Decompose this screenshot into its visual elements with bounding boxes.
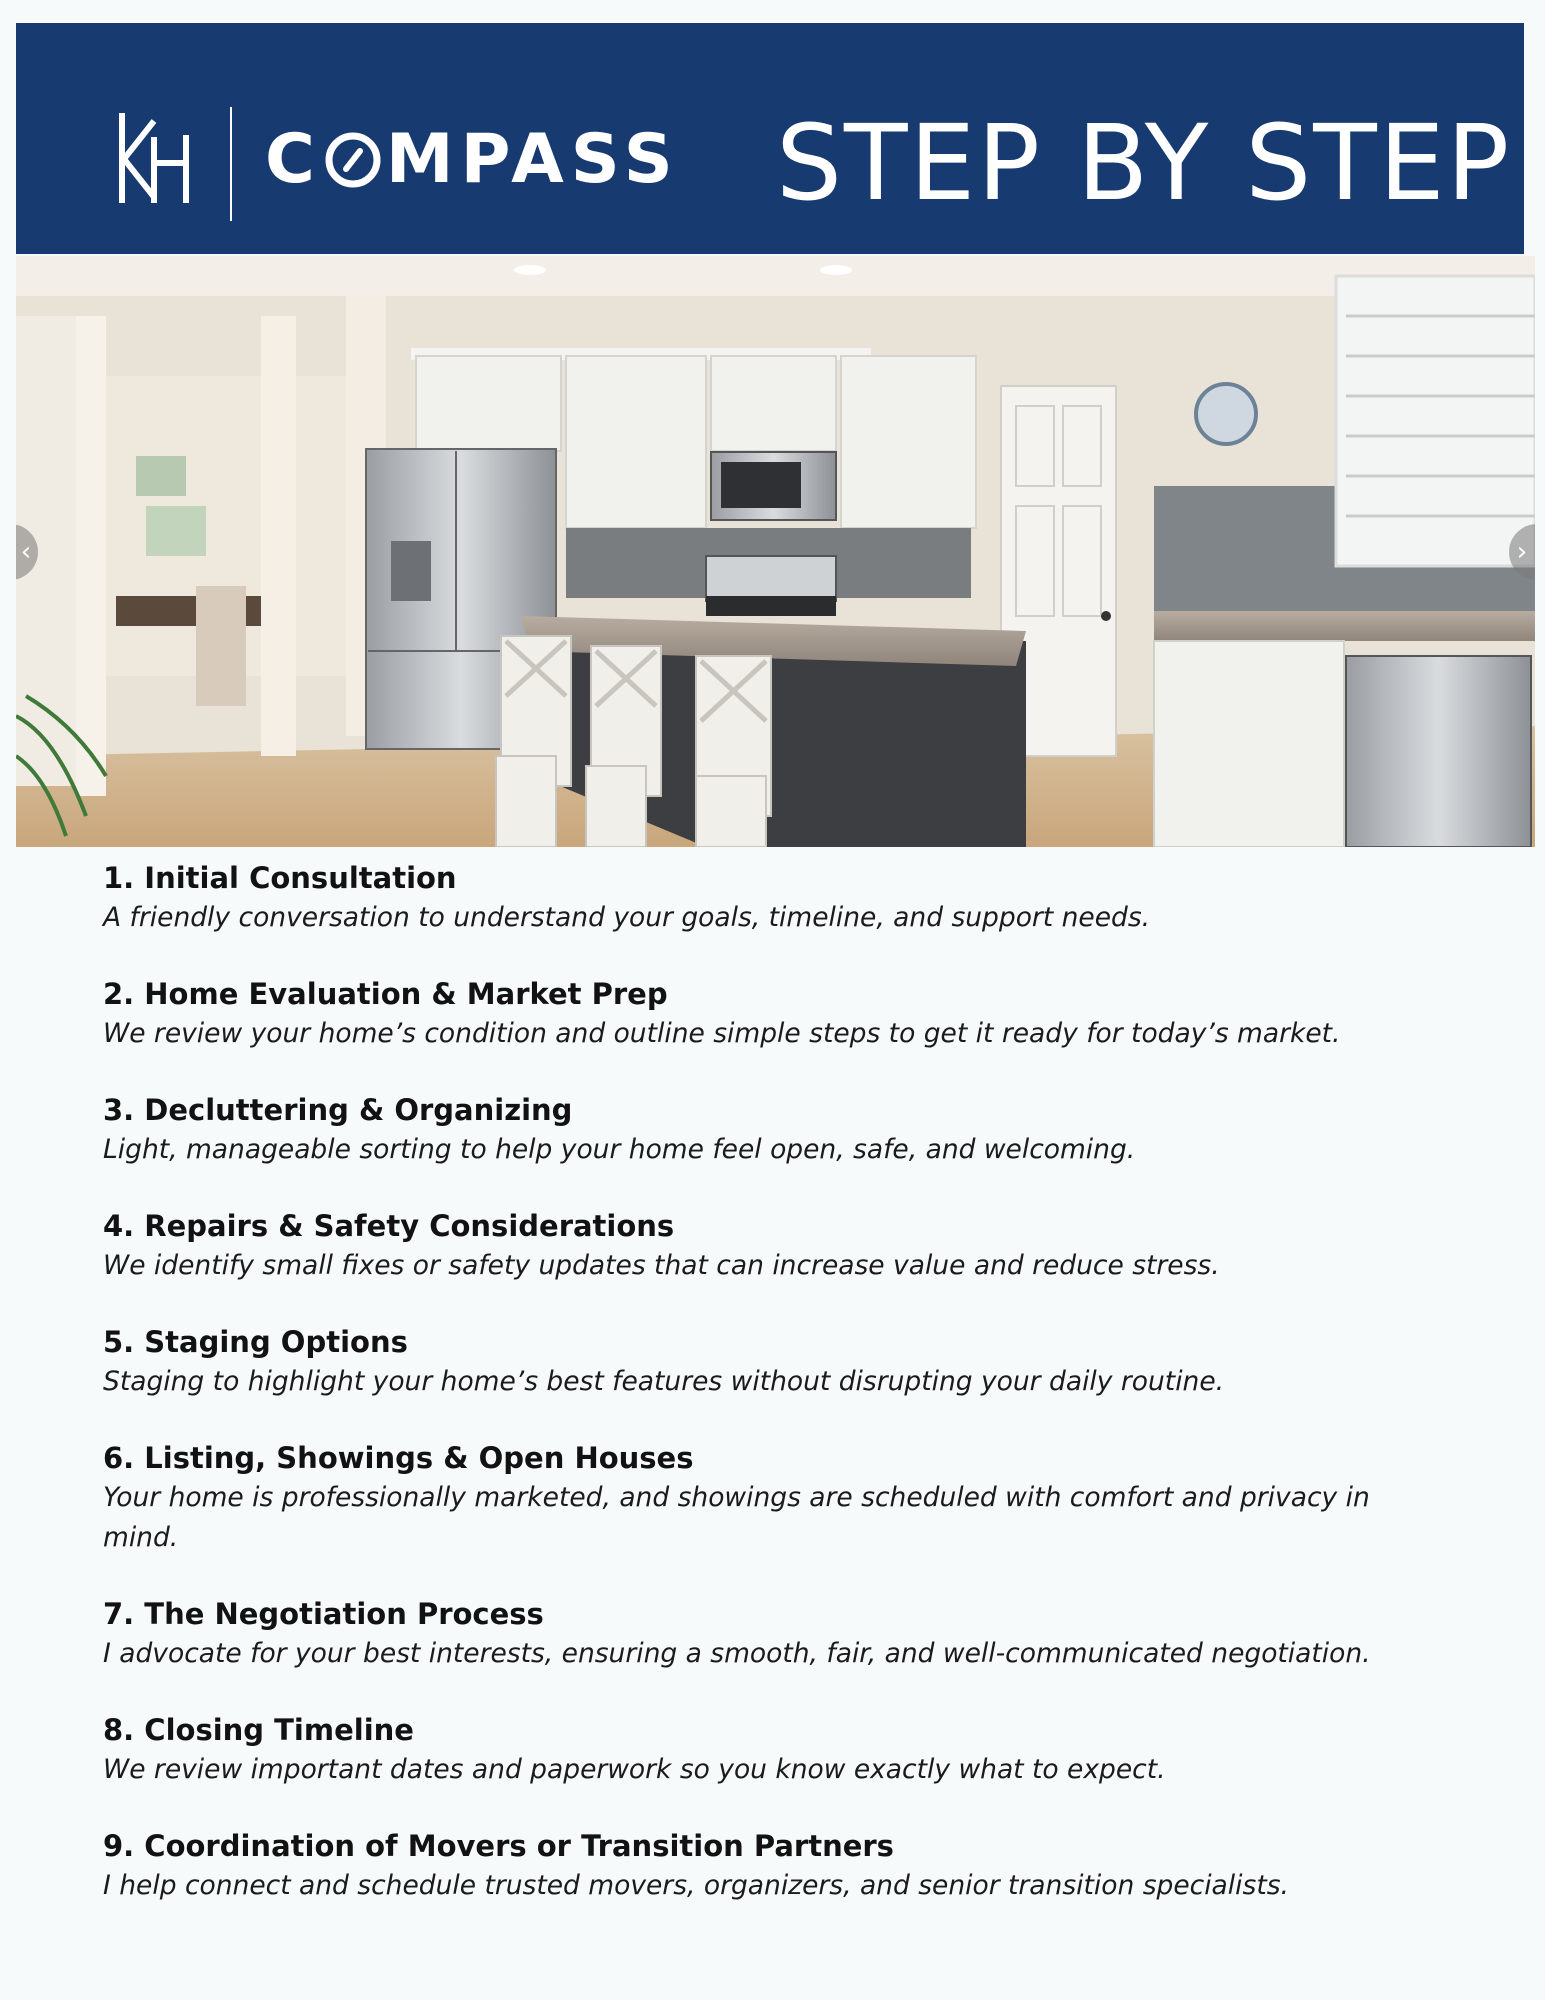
step-description: Your home is professionally marketed, and showings are scheduled with comfort and privacy in mind. xyxy=(103,1482,1370,1553)
kitchen-illustration xyxy=(16,256,1535,847)
step-description: A friendly conversation to understand your goals, timeline, and support needs. xyxy=(103,902,1151,933)
step-item xyxy=(103,858,1433,938)
compass-o-icon xyxy=(324,131,382,189)
chevron-left-icon: ‹ xyxy=(20,537,32,567)
step-title: 1. Initial Consultation xyxy=(103,861,457,895)
chevron-right-icon: › xyxy=(1516,537,1528,567)
step-item xyxy=(103,1710,1433,1790)
step-item xyxy=(103,1206,1433,1286)
step-description: Light, manageable sorting to help your home feel open, safe, and welcoming. xyxy=(103,1134,1136,1165)
logo-divider xyxy=(230,107,232,221)
kh-monogram-logo xyxy=(116,107,194,209)
step-description: I advocate for your best interests, ensuring a smooth, fair, and well-communicated negotiation. xyxy=(103,1638,1371,1669)
step-description: We review important dates and paperwork so you know exactly what to expect. xyxy=(103,1754,1166,1785)
step-item xyxy=(103,974,1433,1054)
step-title: 4. Repairs & Safety Considerations xyxy=(103,1209,675,1243)
page-title: STEP BY STEP xyxy=(776,102,1512,224)
step-item xyxy=(103,1090,1433,1170)
step-description: Staging to highlight your home’s best features without disrupting your daily routine. xyxy=(103,1366,1225,1397)
step-description: We review your home’s condition and outline simple steps to get it ready for today’s market. xyxy=(103,1018,1341,1049)
step-item xyxy=(103,1594,1433,1674)
step-item xyxy=(103,1438,1433,1558)
header-banner xyxy=(16,23,1524,254)
compass-logo xyxy=(265,121,680,199)
hero-kitchen-photo xyxy=(16,256,1535,847)
step-item xyxy=(103,1322,1433,1402)
step-title: 3. Decluttering & Organizing xyxy=(103,1093,573,1127)
step-title: 5. Staging Options xyxy=(103,1325,408,1359)
step-title: 9. Coordination of Movers or Transition Partners xyxy=(103,1829,894,1863)
steps-list xyxy=(103,858,1433,1942)
step-title: 8. Closing Timeline xyxy=(103,1713,414,1747)
brand-name-part2: MPASS xyxy=(385,120,680,199)
step-item xyxy=(103,1826,1433,1906)
step-description: I help connect and schedule trusted movers, organizers, and senior transition specialists. xyxy=(103,1870,1289,1901)
step-description: We identify small fixes or safety updates that can increase value and reduce stress. xyxy=(103,1250,1220,1281)
brand-name-part1: C xyxy=(265,120,322,199)
step-title: 7. The Negotiation Process xyxy=(103,1597,544,1631)
step-title: 2. Home Evaluation & Market Prep xyxy=(103,977,668,1011)
step-title: 6. Listing, Showings & Open Houses xyxy=(103,1441,694,1475)
